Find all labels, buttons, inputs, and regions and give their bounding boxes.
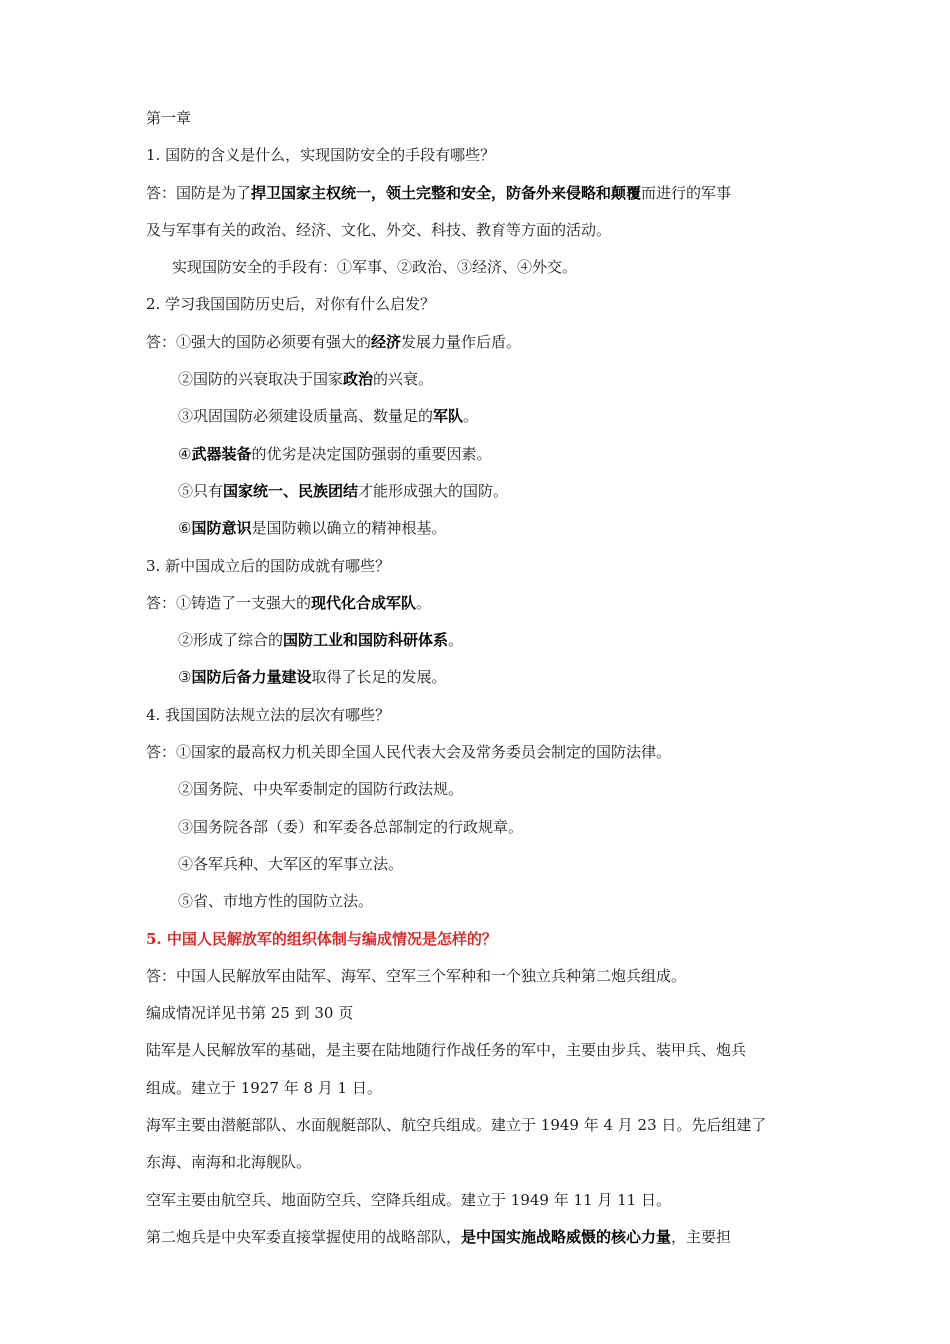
answer-4-item-5: ⑤省、市地方性的国防立法。 bbox=[178, 892, 374, 911]
army-line-2: 组成。建立于 1927 年 8 月 1 日。 bbox=[146, 1078, 382, 1097]
navy-line-1: 海军主要由潜艇部队、水面舰艇部队、航空兵组成。建立于 1949 年 4 月 23 日。先后组建了 bbox=[146, 1116, 767, 1135]
answer-3-item-1 bbox=[146, 589, 816, 626]
bold-text: 经济 bbox=[371, 332, 402, 351]
answer-text: ，主要担 bbox=[671, 1227, 732, 1246]
answer-2-item-6 bbox=[146, 514, 816, 551]
answer-1-line-1 bbox=[146, 179, 816, 216]
answer-text: 的优劣是决定国防强弱的重要因素。 bbox=[251, 444, 492, 463]
question-4: 4. 我国国防法规立法的层次有哪些？ bbox=[146, 705, 391, 724]
question-3: 3. 新中国成立后的国防成就有哪些？ bbox=[146, 556, 391, 575]
rocket-force-line bbox=[146, 1223, 816, 1260]
answer-text: 答：①强大的国防必须要有强大的 bbox=[146, 332, 372, 351]
navy-line-2: 东海、南海和北海舰队。 bbox=[146, 1153, 312, 1172]
answer-4-item-1: 答：①国家的最高权力机关即全国人民代表大会及常务委员会制定的国防法律。 bbox=[146, 743, 672, 762]
answer-2-item-4 bbox=[146, 440, 816, 477]
bold-text: 国家统一、民族团结 bbox=[223, 481, 359, 500]
answer-4-item-2: ②国务院、中央军委制定的国防行政法规。 bbox=[178, 780, 464, 799]
answer-text: 。 bbox=[463, 407, 479, 426]
answer-5-line-1: 答：中国人民解放军由陆军、海军、空军三个军种和一个独立兵种第二炮兵组成。 bbox=[146, 966, 687, 985]
answer-text: 取得了长足的发展。 bbox=[311, 668, 447, 687]
document-page bbox=[146, 104, 816, 1260]
question-2: 2. 学习我国国防历史后，对你有什么启发？ bbox=[146, 295, 436, 314]
answer-2-item-5 bbox=[146, 477, 816, 514]
answer-2-item-2 bbox=[146, 365, 816, 402]
bold-text: 捍卫国家主权统一，领土完整和安全，防备外来侵略和颠覆 bbox=[251, 183, 642, 202]
bold-text: 军队 bbox=[433, 407, 464, 426]
answer-2-item-3 bbox=[146, 402, 816, 439]
answer-text: ③巩固国防必须建设质量高、数量足的 bbox=[178, 407, 434, 426]
answer-text: 的兴衰。 bbox=[373, 370, 434, 389]
answer-3-item-3 bbox=[146, 663, 816, 700]
answer-3-item-2 bbox=[146, 626, 816, 663]
bold-text: 是中国实施战略威慑的核心力量 bbox=[461, 1227, 672, 1246]
bold-text: 国防意识 bbox=[191, 519, 252, 538]
bold-text: 武器装备 bbox=[191, 444, 252, 463]
answer-2-item-1 bbox=[146, 328, 816, 365]
answer-5-reference: 编成情况详见书第 25 到 30 页 bbox=[146, 1004, 354, 1023]
answer-text: 答：①铸造了一支强大的 bbox=[146, 593, 312, 612]
answer-1-line-2: 及与军事有关的政治、经济、文化、外交、科技、教育等方面的活动。 bbox=[146, 220, 612, 239]
answer-4-item-3: ③国务院各部（委）和军委各总部制定的行政规章。 bbox=[178, 817, 524, 836]
question-5: 5. 中国人民解放军的组织体制与编成情况是怎样的？ bbox=[146, 929, 497, 948]
answer-text: ⑤只有 bbox=[178, 481, 224, 500]
answer-1-means: 实现国防安全的手段有：①军事、②政治、③经济、④外交。 bbox=[172, 258, 578, 277]
air-force-line: 空军主要由航空兵、地面防空兵、空降兵组成。建立于 1949 年 11 月 11 日。 bbox=[146, 1190, 671, 1209]
answer-text: ④ bbox=[178, 444, 192, 463]
bold-text: 政治 bbox=[343, 370, 374, 389]
answer-text: 第二炮兵是中央军委直接掌握使用的战略部队， bbox=[146, 1227, 462, 1246]
answer-text: 才能形成强大的国防。 bbox=[358, 481, 509, 500]
answer-text: ②形成了综合的 bbox=[178, 631, 284, 650]
question-1: 1. 国防的含义是什么，实现国防安全的手段有哪些？ bbox=[146, 146, 496, 165]
bold-text: 国防后备力量建设 bbox=[191, 668, 312, 687]
answer-text: 而进行的军事 bbox=[641, 183, 732, 202]
answer-text: ②国防的兴衰取决于国家 bbox=[178, 370, 344, 389]
answer-text: 是国防赖以确立的精神根基。 bbox=[251, 519, 447, 538]
answer-text: ⑥ bbox=[178, 519, 192, 538]
answer-text: ③ bbox=[178, 668, 192, 687]
bold-text: 现代化合成军队 bbox=[311, 593, 417, 612]
answer-text: 答：国防是为了 bbox=[146, 183, 252, 202]
answer-text: 。 bbox=[448, 631, 464, 650]
answer-4-item-4: ④各军兵种、大军区的军事立法。 bbox=[178, 854, 404, 873]
chapter-heading: 第一章 bbox=[146, 109, 192, 127]
bold-text: 国防工业和国防科研体系 bbox=[283, 631, 449, 650]
army-line-1: 陆军是人民解放军的基础，是主要在陆地随行作战任务的军中，主要由步兵、装甲兵、炮兵 bbox=[146, 1041, 747, 1060]
answer-text: 。 bbox=[416, 593, 432, 612]
answer-text: 发展力量作后盾。 bbox=[401, 332, 522, 351]
